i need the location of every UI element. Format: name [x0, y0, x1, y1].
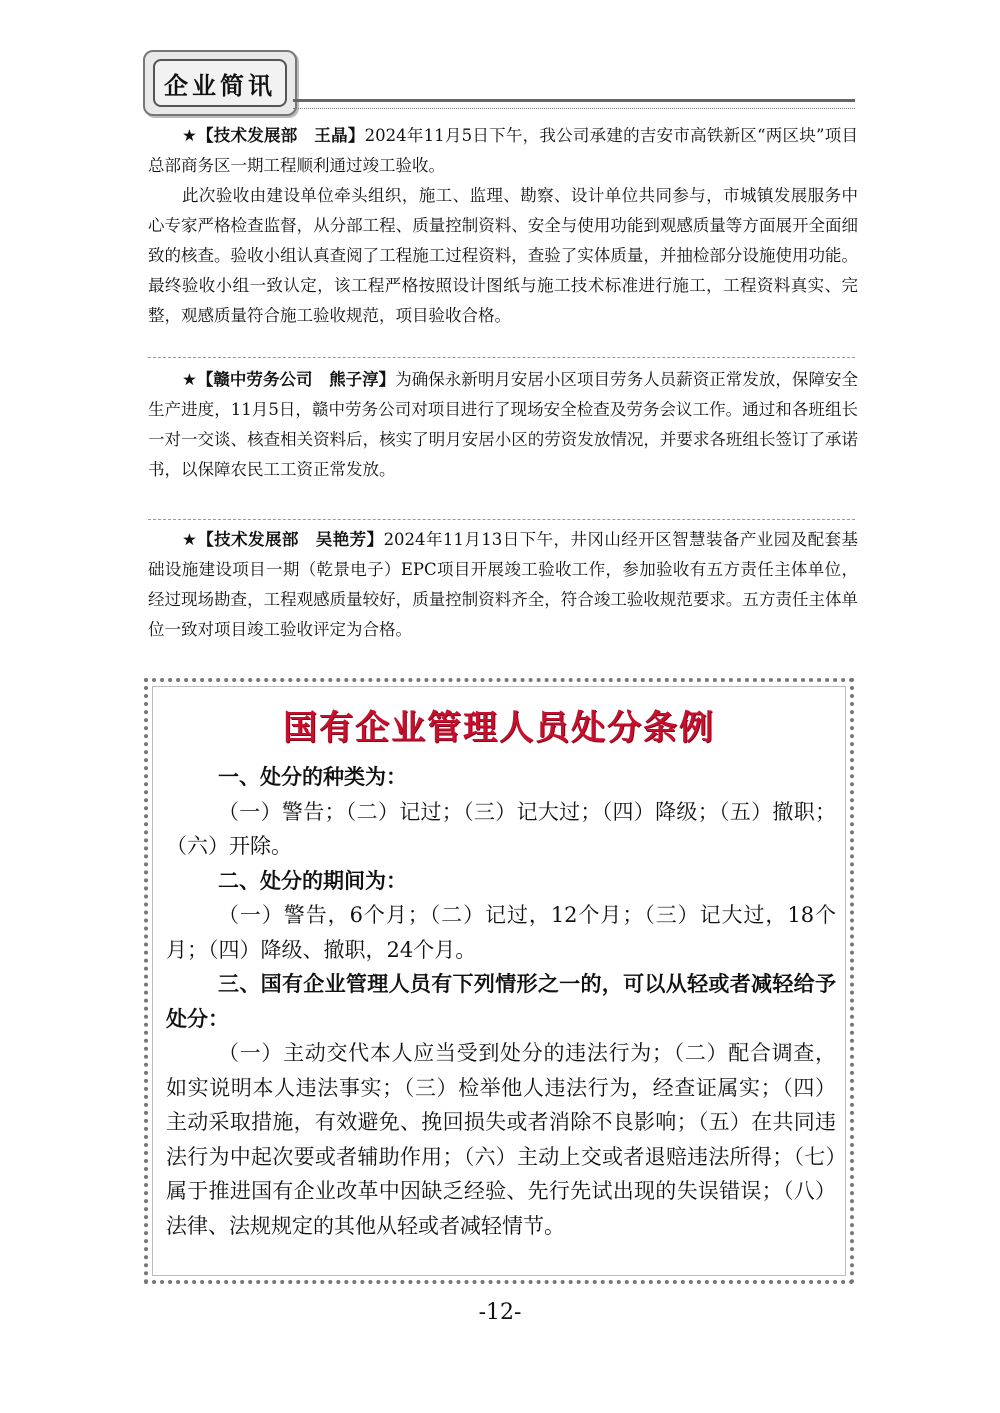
- news-1-body: 此次验收由建设单位牵头组织，施工、监理、勘察、设计单位共同参与，市城镇发展服务中心专家严格检查监督，从分部工程、质量控制资料、安全与使用功能到观感质量等方面展开全面细致的核查。验收小组认真查阅了工程施工过程资料，查验了实体质量，并抽检部分设施使用功能。最终验收小组一致认定，该工程严格按照设计图纸与施工技术标准进行施工，工程资料真实、完整，观感质量符合施工验收规范，项目验收合格。: [148, 186, 858, 325]
- divider-2: [148, 519, 855, 520]
- news-1-lead-text: 2024年11月5日下午，我公司承建的吉安市高铁新区“两区块”项目总部商务区一期工程顺利通过竣工验收。: [148, 126, 859, 175]
- news-1-tag: ★【技术发展部 王晶】: [182, 126, 365, 145]
- news-2-lead-text: 为确保永新明月安居小区项目劳务人员薪资正常发放，保障安全生产进度，11月5日，赣中劳务公司对项目进行了现场安全检查及劳务会议工作。通过和各班组长一对一交谈、核查相关资料后，核实了明月安居小区的劳资发放情况，并要求各班组长签订了承诺书，以保障农民工工资正常发放。: [148, 370, 858, 479]
- news-3-lead: [148, 525, 858, 645]
- news-item-2: [148, 365, 858, 485]
- news-item-3: [148, 525, 858, 645]
- page-number: -12-: [478, 1300, 522, 1325]
- section-title: 企业简讯: [153, 59, 287, 107]
- news-3-lead-text: 2024年11月13日下午，井冈山经开区智慧装备产业园及配套基础设施建设项目一期（乾景电子）EPC项目开展竣工验收工作，参加验收有五方责任主体单位，经过现场勘查，工程观感质量较好，质量控制资料齐全，符合竣工验收规范要求。五方责任主体单位一致对项目竣工验收评定为合格。: [148, 530, 859, 639]
- regulation-para-3: （一）主动交代本人应当受到处分的违法行为；（二）配合调查，如实说明本人违法事实；（三）检举他人违法行为，经查证属实；（四）主动采取措施，有效避免、挽回损失或者消除不良影响；（五）在共同违法行为中起次要或者辅助作用；（六）主动上交或者退赔违法所得；（七）属于推进国有企业改革中因缺乏经验、先行先试出现的失误错误；（八）法律、法规规定的其他从轻或者减轻情节。: [166, 1041, 836, 1238]
- regulation-heading-2: 二、处分的期间为：: [218, 868, 407, 893]
- regulation-para-1: （一）警告；（二）记过；（三）记大过；（四）降级；（五）撤职；（六）开除。: [166, 799, 836, 858]
- news-2-tag: ★【赣中劳务公司 熊子淳】: [182, 370, 396, 389]
- news-2-lead: [148, 365, 858, 485]
- regulation-heading-3: 三、国有企业管理人员有下列情形之一的，可以从轻或者减轻给予处分：: [166, 972, 836, 1031]
- regulation-box: [144, 678, 854, 1284]
- regulation-para-2: （一）警告，6个月；（二）记过，12个月；（三）记大过，18个月；（四）降级、撤职，24个月。: [166, 903, 836, 962]
- regulation-title: 国有企业管理人员处分条例: [283, 708, 715, 748]
- divider-1: [148, 357, 855, 358]
- regulation-heading-1: 一、处分的种类为：: [218, 765, 407, 789]
- header-rule: [293, 99, 855, 109]
- regulation-body: [166, 760, 836, 1243]
- news-1-lead: [148, 121, 858, 181]
- news-3-tag: ★【技术发展部 吴艳芳】: [182, 530, 384, 549]
- news-item-1: [148, 121, 858, 331]
- section-badge: [143, 50, 297, 116]
